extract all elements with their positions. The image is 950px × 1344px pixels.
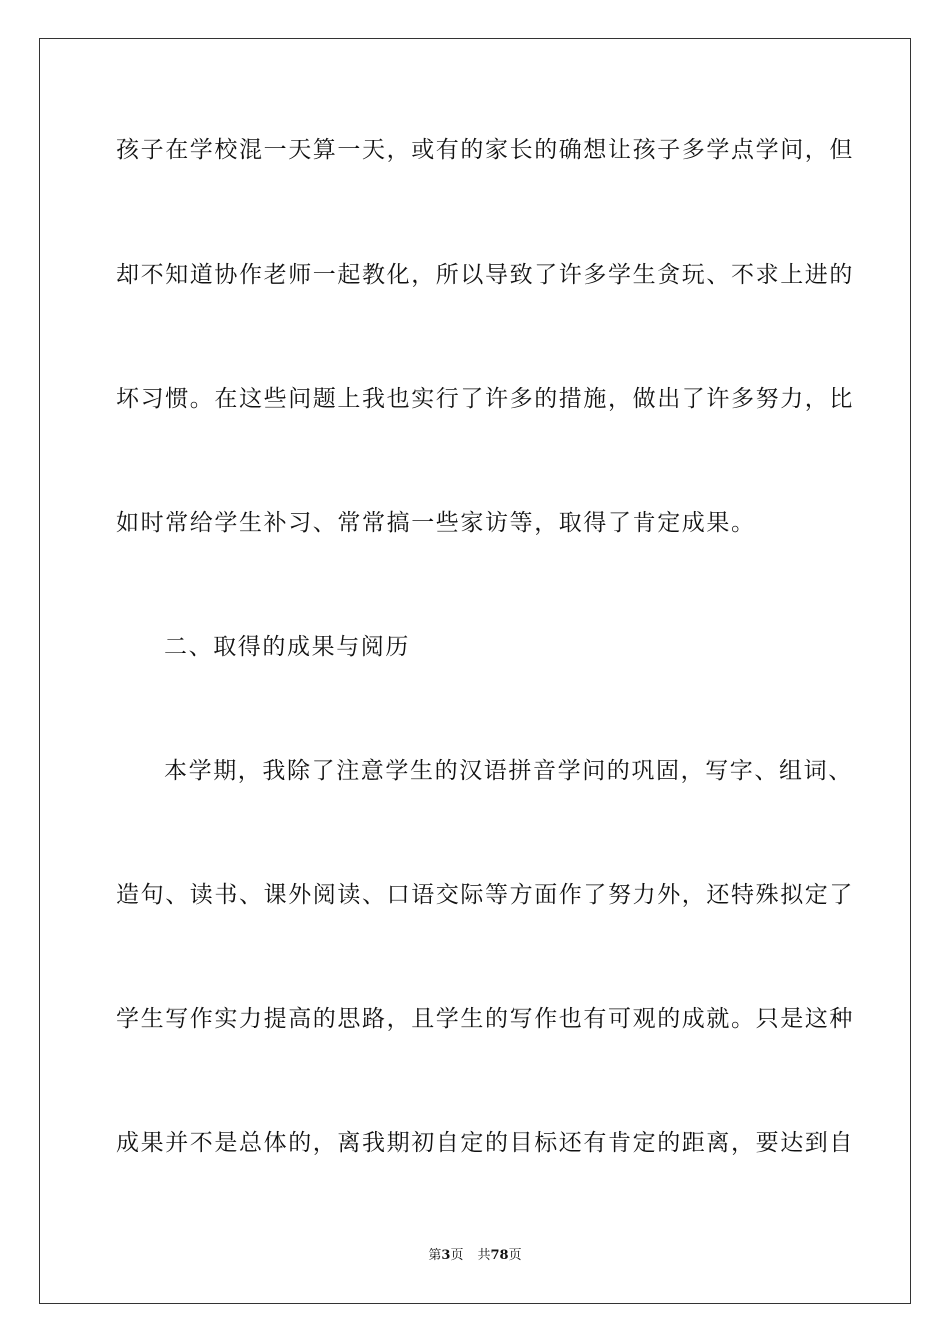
body-line-6: 本学期，我除了注意学生的汉语拼音学问的巩固，写字、组词、: [164, 758, 853, 784]
page-border: [39, 38, 911, 1304]
body-line-8: 学生写作实力提高的思路，且学生的写作也有可观的成就。只是这种: [116, 1006, 854, 1032]
body-line-3: 坏习惯。在这些问题上我也实行了许多的措施，做出了许多努力，比: [116, 386, 854, 412]
body-line-4: 如时常给学生补习、常常搞一些家访等，取得了肯定成果。: [116, 510, 756, 536]
section-heading: 二、取得的成果与阅历: [164, 634, 410, 660]
body-line-1: 孩子在学校混一天算一天，或有的家长的确想让孩子多学点学问，但: [116, 137, 854, 163]
body-line-7: 造句、读书、课外阅读、口语交际等方面作了努力外，还特殊拟定了: [116, 882, 854, 908]
footer-page-prefix: 第: [428, 1248, 442, 1263]
footer-total-suffix: 页: [508, 1248, 522, 1263]
body-line-9: 成果并不是总体的，离我期初自定的目标还有肯定的距离，要达到自: [116, 1130, 854, 1156]
footer-page-number: 3: [441, 1248, 451, 1263]
footer-total-pages: 78: [490, 1248, 509, 1263]
page-footer: [0, 1248, 950, 1264]
footer-total-prefix: 共: [477, 1248, 491, 1263]
body-line-2: 却不知道协作老师一起教化，所以导致了许多学生贪玩、不求上进的: [116, 262, 854, 288]
footer-page-suffix: 页: [450, 1248, 464, 1263]
